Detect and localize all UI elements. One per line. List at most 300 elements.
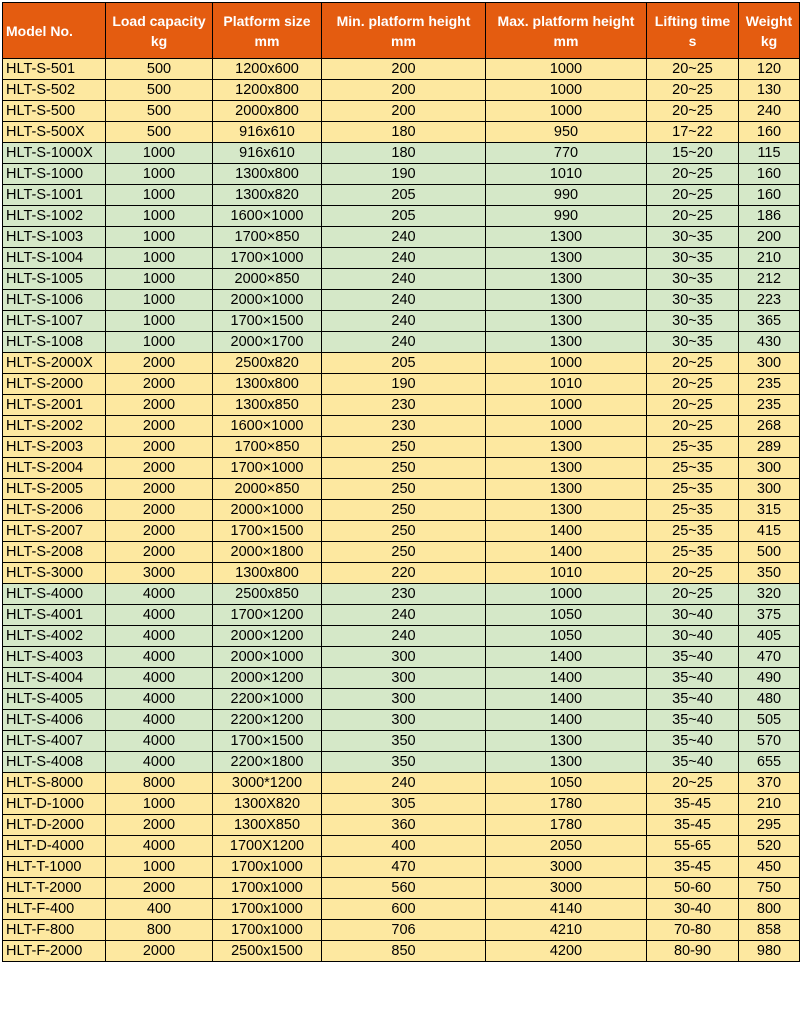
max-platform-height-cell: 990 — [486, 206, 647, 227]
weight-cell: 223 — [739, 290, 800, 311]
header-title: Max. platform height — [497, 12, 635, 29]
platform-size-cell: 2200×1800 — [213, 752, 322, 773]
weight-cell: 212 — [739, 269, 800, 290]
lifting-time-cell: 20~25 — [647, 59, 739, 80]
load-capacity-cell: 2000 — [106, 437, 213, 458]
model-no-cell: HLT-S-1000X — [3, 143, 106, 164]
table-row — [3, 185, 800, 206]
load-capacity-cell: 1000 — [106, 332, 213, 353]
min-platform-height-cell: 240 — [322, 248, 486, 269]
platform-size-cell: 1700×1000 — [213, 458, 322, 479]
min-platform-height-cell: 300 — [322, 647, 486, 668]
spec-table — [2, 2, 800, 962]
load-capacity-cell: 1000 — [106, 143, 213, 164]
load-capacity-cell: 3000 — [106, 563, 213, 584]
platform-size-cell: 1700×850 — [213, 227, 322, 248]
table-row — [3, 374, 800, 395]
model-no-cell: HLT-S-500 — [3, 101, 106, 122]
load-capacity-cell: 500 — [106, 122, 213, 143]
model-no-cell: HLT-S-2004 — [3, 458, 106, 479]
table-row — [3, 584, 800, 605]
load-capacity-cell: 2000 — [106, 458, 213, 479]
min-platform-height-cell: 230 — [322, 584, 486, 605]
load-capacity-cell: 2000 — [106, 815, 213, 836]
platform-size-cell: 2000x800 — [213, 101, 322, 122]
header-unit: mm — [391, 32, 416, 49]
platform-size-cell: 1700×1500 — [213, 311, 322, 332]
weight-cell: 375 — [739, 605, 800, 626]
table-row — [3, 500, 800, 521]
model-no-cell: HLT-D-4000 — [3, 836, 106, 857]
table-row — [3, 227, 800, 248]
max-platform-height-cell: 1400 — [486, 689, 647, 710]
model-no-cell: HLT-S-4007 — [3, 731, 106, 752]
table-row — [3, 122, 800, 143]
table-row — [3, 920, 800, 941]
table-row — [3, 206, 800, 227]
model-no-cell: HLT-S-2003 — [3, 437, 106, 458]
weight-cell: 210 — [739, 248, 800, 269]
weight-cell: 655 — [739, 752, 800, 773]
load-capacity-cell: 400 — [106, 899, 213, 920]
platform-size-cell: 1700X1200 — [213, 836, 322, 857]
min-platform-height-cell: 240 — [322, 290, 486, 311]
min-platform-height-cell: 240 — [322, 269, 486, 290]
min-platform-height-cell: 250 — [322, 458, 486, 479]
load-capacity-cell: 1000 — [106, 269, 213, 290]
lifting-time-cell: 20~25 — [647, 395, 739, 416]
max-platform-height-cell: 1400 — [486, 647, 647, 668]
weight-cell: 480 — [739, 689, 800, 710]
platform-size-cell: 1300x800 — [213, 563, 322, 584]
lifting-time-cell: 35~40 — [647, 752, 739, 773]
load-capacity-cell: 2000 — [106, 941, 213, 962]
weight-cell: 289 — [739, 437, 800, 458]
max-platform-height-cell: 990 — [486, 185, 647, 206]
table-row — [3, 248, 800, 269]
lifting-time-cell: 35~40 — [647, 710, 739, 731]
col-lifting-time-header — [647, 3, 739, 59]
min-platform-height-cell: 240 — [322, 332, 486, 353]
lifting-time-cell: 30~40 — [647, 626, 739, 647]
lifting-time-cell: 17~22 — [647, 122, 739, 143]
col-platform-size-header — [213, 3, 322, 59]
load-capacity-cell: 2000 — [106, 521, 213, 542]
lifting-time-cell: 15~20 — [647, 143, 739, 164]
max-platform-height-cell: 1780 — [486, 815, 647, 836]
lifting-time-cell: 25~35 — [647, 437, 739, 458]
table-row — [3, 605, 800, 626]
platform-size-cell: 1700×1500 — [213, 521, 322, 542]
table-row — [3, 836, 800, 857]
table-row — [3, 164, 800, 185]
min-platform-height-cell: 230 — [322, 416, 486, 437]
table-row — [3, 269, 800, 290]
load-capacity-cell: 2000 — [106, 878, 213, 899]
max-platform-height-cell: 2050 — [486, 836, 647, 857]
load-capacity-cell: 1000 — [106, 248, 213, 269]
max-platform-height-cell: 1050 — [486, 626, 647, 647]
lifting-time-cell: 35~40 — [647, 731, 739, 752]
min-platform-height-cell: 190 — [322, 164, 486, 185]
weight-cell: 235 — [739, 395, 800, 416]
load-capacity-cell: 1000 — [106, 164, 213, 185]
weight-cell: 315 — [739, 500, 800, 521]
platform-size-cell: 1700x1000 — [213, 857, 322, 878]
weight-cell: 300 — [739, 458, 800, 479]
weight-cell: 365 — [739, 311, 800, 332]
table-row — [3, 773, 800, 794]
platform-size-cell: 2000×1200 — [213, 668, 322, 689]
min-platform-height-cell: 360 — [322, 815, 486, 836]
header-unit: mm — [553, 32, 579, 49]
max-platform-height-cell: 1300 — [486, 311, 647, 332]
model-no-cell: HLT-S-4004 — [3, 668, 106, 689]
load-capacity-cell: 4000 — [106, 731, 213, 752]
model-no-cell: HLT-S-4005 — [3, 689, 106, 710]
lifting-time-cell: 35-45 — [647, 857, 739, 878]
model-no-cell: HLT-S-1007 — [3, 311, 106, 332]
table-row — [3, 101, 800, 122]
model-no-cell: HLT-S-2007 — [3, 521, 106, 542]
weight-cell: 430 — [739, 332, 800, 353]
load-capacity-cell: 2000 — [106, 374, 213, 395]
load-capacity-cell: 4000 — [106, 647, 213, 668]
table-row — [3, 332, 800, 353]
lifting-time-cell: 30~40 — [647, 605, 739, 626]
min-platform-height-cell: 250 — [322, 437, 486, 458]
weight-cell: 470 — [739, 647, 800, 668]
platform-size-cell: 2000×1000 — [213, 500, 322, 521]
model-no-cell: HLT-S-4002 — [3, 626, 106, 647]
max-platform-height-cell: 1000 — [486, 416, 647, 437]
table-row — [3, 794, 800, 815]
weight-cell: 120 — [739, 59, 800, 80]
lifting-time-cell: 20~25 — [647, 563, 739, 584]
lifting-time-cell: 25~35 — [647, 542, 739, 563]
max-platform-height-cell: 950 — [486, 122, 647, 143]
platform-size-cell: 2000×1800 — [213, 542, 322, 563]
model-no-cell: HLT-T-2000 — [3, 878, 106, 899]
header-title: Platform size — [223, 12, 311, 29]
lifting-time-cell: 35~40 — [647, 689, 739, 710]
platform-size-cell: 2200×1000 — [213, 689, 322, 710]
model-no-cell: HLT-D-2000 — [3, 815, 106, 836]
lifting-time-cell: 30~35 — [647, 227, 739, 248]
lifting-time-cell: 25~35 — [647, 500, 739, 521]
weight-cell: 350 — [739, 563, 800, 584]
platform-size-cell: 1600×1000 — [213, 416, 322, 437]
platform-size-cell: 1200x600 — [213, 59, 322, 80]
platform-size-cell: 1700×850 — [213, 437, 322, 458]
load-capacity-cell: 500 — [106, 80, 213, 101]
platform-size-cell: 916x610 — [213, 143, 322, 164]
min-platform-height-cell: 180 — [322, 122, 486, 143]
table-row — [3, 353, 800, 374]
max-platform-height-cell: 1400 — [486, 542, 647, 563]
header-title: Weight — [745, 12, 793, 29]
min-platform-height-cell: 200 — [322, 101, 486, 122]
weight-cell: 268 — [739, 416, 800, 437]
load-capacity-cell: 4000 — [106, 836, 213, 857]
table-row — [3, 290, 800, 311]
header-title: Lifting time — [654, 12, 731, 29]
platform-size-cell: 1300x800 — [213, 164, 322, 185]
col-min-platform-height-header — [322, 3, 486, 59]
model-no-cell: HLT-S-4000 — [3, 584, 106, 605]
weight-cell: 858 — [739, 920, 800, 941]
load-capacity-cell: 1000 — [106, 185, 213, 206]
platform-size-cell: 1700x1000 — [213, 899, 322, 920]
model-no-cell: HLT-S-1001 — [3, 185, 106, 206]
load-capacity-cell: 8000 — [106, 773, 213, 794]
max-platform-height-cell: 1300 — [486, 227, 647, 248]
model-no-cell: HLT-S-2000X — [3, 353, 106, 374]
platform-size-cell: 1300x800 — [213, 374, 322, 395]
min-platform-height-cell: 200 — [322, 80, 486, 101]
lifting-time-cell: 25~35 — [647, 521, 739, 542]
table-row — [3, 899, 800, 920]
weight-cell: 200 — [739, 227, 800, 248]
table-row — [3, 941, 800, 962]
weight-cell: 370 — [739, 773, 800, 794]
platform-size-cell: 2000×1000 — [213, 290, 322, 311]
load-capacity-cell: 1000 — [106, 857, 213, 878]
max-platform-height-cell: 1000 — [486, 353, 647, 374]
lifting-time-cell: 35-45 — [647, 794, 739, 815]
max-platform-height-cell: 4210 — [486, 920, 647, 941]
max-platform-height-cell: 1300 — [486, 731, 647, 752]
max-platform-height-cell: 3000 — [486, 878, 647, 899]
max-platform-height-cell: 1300 — [486, 332, 647, 353]
lifting-time-cell: 20~25 — [647, 206, 739, 227]
load-capacity-cell: 500 — [106, 101, 213, 122]
min-platform-height-cell: 240 — [322, 605, 486, 626]
max-platform-height-cell: 4200 — [486, 941, 647, 962]
table-row — [3, 626, 800, 647]
lifting-time-cell: 20~25 — [647, 80, 739, 101]
min-platform-height-cell: 305 — [322, 794, 486, 815]
max-platform-height-cell: 1300 — [486, 290, 647, 311]
lifting-time-cell: 20~25 — [647, 374, 739, 395]
table-row — [3, 815, 800, 836]
min-platform-height-cell: 300 — [322, 668, 486, 689]
max-platform-height-cell: 1300 — [486, 269, 647, 290]
max-platform-height-cell: 1300 — [486, 752, 647, 773]
platform-size-cell: 2200×1200 — [213, 710, 322, 731]
header-title: Model No. — [6, 22, 73, 39]
max-platform-height-cell: 1400 — [486, 710, 647, 731]
header-unit: s — [688, 32, 697, 49]
table-row — [3, 710, 800, 731]
min-platform-height-cell: 205 — [322, 185, 486, 206]
lifting-time-cell: 50-60 — [647, 878, 739, 899]
platform-size-cell: 2000×1000 — [213, 647, 322, 668]
load-capacity-cell: 2000 — [106, 416, 213, 437]
weight-cell: 300 — [739, 479, 800, 500]
table-row — [3, 647, 800, 668]
weight-cell: 240 — [739, 101, 800, 122]
table-row — [3, 143, 800, 164]
model-no-cell: HLT-S-1004 — [3, 248, 106, 269]
load-capacity-cell: 800 — [106, 920, 213, 941]
table-row — [3, 731, 800, 752]
model-no-cell: HLT-D-1000 — [3, 794, 106, 815]
max-platform-height-cell: 3000 — [486, 857, 647, 878]
min-platform-height-cell: 180 — [322, 143, 486, 164]
platform-size-cell: 916x610 — [213, 122, 322, 143]
model-no-cell: HLT-S-8000 — [3, 773, 106, 794]
load-capacity-cell: 2000 — [106, 500, 213, 521]
max-platform-height-cell: 1300 — [486, 500, 647, 521]
platform-size-cell: 1300x850 — [213, 395, 322, 416]
lifting-time-cell: 30~35 — [647, 311, 739, 332]
load-capacity-cell: 2000 — [106, 479, 213, 500]
platform-size-cell: 2500x820 — [213, 353, 322, 374]
lifting-time-cell: 30~35 — [647, 269, 739, 290]
platform-size-cell: 3000*1200 — [213, 773, 322, 794]
weight-cell: 295 — [739, 815, 800, 836]
load-capacity-cell: 1000 — [106, 794, 213, 815]
header-title: Min. platform height — [336, 12, 471, 29]
max-platform-height-cell: 1300 — [486, 437, 647, 458]
weight-cell: 186 — [739, 206, 800, 227]
header-unit: kg — [760, 32, 778, 49]
model-no-cell: HLT-S-2006 — [3, 500, 106, 521]
weight-cell: 570 — [739, 731, 800, 752]
model-no-cell: HLT-S-2000 — [3, 374, 106, 395]
platform-size-cell: 2000×850 — [213, 479, 322, 500]
weight-cell: 750 — [739, 878, 800, 899]
weight-cell: 800 — [739, 899, 800, 920]
weight-cell: 160 — [739, 185, 800, 206]
model-no-cell: HLT-S-1006 — [3, 290, 106, 311]
table-row — [3, 542, 800, 563]
min-platform-height-cell: 200 — [322, 59, 486, 80]
lifting-time-cell: 20~25 — [647, 773, 739, 794]
load-capacity-cell: 4000 — [106, 626, 213, 647]
min-platform-height-cell: 350 — [322, 731, 486, 752]
max-platform-height-cell: 1000 — [486, 101, 647, 122]
min-platform-height-cell: 240 — [322, 227, 486, 248]
load-capacity-cell: 1000 — [106, 290, 213, 311]
weight-cell: 210 — [739, 794, 800, 815]
platform-size-cell: 2000×1700 — [213, 332, 322, 353]
model-no-cell: HLT-S-2008 — [3, 542, 106, 563]
platform-size-cell: 1300x820 — [213, 185, 322, 206]
platform-size-cell: 1300X820 — [213, 794, 322, 815]
platform-size-cell: 1700×1200 — [213, 605, 322, 626]
min-platform-height-cell: 250 — [322, 479, 486, 500]
load-capacity-cell: 1000 — [106, 227, 213, 248]
weight-cell: 490 — [739, 668, 800, 689]
max-platform-height-cell: 4140 — [486, 899, 647, 920]
weight-cell: 505 — [739, 710, 800, 731]
table-row — [3, 59, 800, 80]
min-platform-height-cell: 600 — [322, 899, 486, 920]
min-platform-height-cell: 205 — [322, 206, 486, 227]
weight-cell: 415 — [739, 521, 800, 542]
weight-cell: 405 — [739, 626, 800, 647]
max-platform-height-cell: 1000 — [486, 59, 647, 80]
model-no-cell: HLT-S-501 — [3, 59, 106, 80]
model-no-cell: HLT-S-4006 — [3, 710, 106, 731]
lifting-time-cell: 35~40 — [647, 668, 739, 689]
min-platform-height-cell: 250 — [322, 521, 486, 542]
platform-size-cell: 1200x800 — [213, 80, 322, 101]
model-no-cell: HLT-S-2001 — [3, 395, 106, 416]
load-capacity-cell: 4000 — [106, 689, 213, 710]
table-body — [3, 59, 800, 962]
lifting-time-cell: 20~25 — [647, 353, 739, 374]
model-no-cell: HLT-F-800 — [3, 920, 106, 941]
table-row — [3, 395, 800, 416]
weight-cell: 450 — [739, 857, 800, 878]
min-platform-height-cell: 240 — [322, 311, 486, 332]
table-row — [3, 416, 800, 437]
lifting-time-cell: 25~35 — [647, 458, 739, 479]
platform-size-cell: 1700x1000 — [213, 920, 322, 941]
platform-size-cell: 2000×1200 — [213, 626, 322, 647]
weight-cell: 130 — [739, 80, 800, 101]
max-platform-height-cell: 1400 — [486, 668, 647, 689]
max-platform-height-cell: 1400 — [486, 521, 647, 542]
min-platform-height-cell: 350 — [322, 752, 486, 773]
load-capacity-cell: 500 — [106, 59, 213, 80]
model-no-cell: HLT-S-1000 — [3, 164, 106, 185]
platform-size-cell: 2500x850 — [213, 584, 322, 605]
platform-size-cell: 2500x1500 — [213, 941, 322, 962]
max-platform-height-cell: 1010 — [486, 374, 647, 395]
load-capacity-cell: 4000 — [106, 605, 213, 626]
platform-size-cell: 1700x1000 — [213, 878, 322, 899]
lifting-time-cell: 30~35 — [647, 332, 739, 353]
lifting-time-cell: 70-80 — [647, 920, 739, 941]
max-platform-height-cell: 1300 — [486, 458, 647, 479]
model-no-cell: HLT-T-1000 — [3, 857, 106, 878]
min-platform-height-cell: 240 — [322, 626, 486, 647]
model-no-cell: HLT-S-1008 — [3, 332, 106, 353]
max-platform-height-cell: 1050 — [486, 773, 647, 794]
header-unit: mm — [254, 32, 280, 49]
model-no-cell: HLT-S-2005 — [3, 479, 106, 500]
table-row — [3, 311, 800, 332]
load-capacity-cell: 2000 — [106, 395, 213, 416]
model-no-cell: HLT-S-502 — [3, 80, 106, 101]
lifting-time-cell: 30~35 — [647, 248, 739, 269]
min-platform-height-cell: 250 — [322, 542, 486, 563]
load-capacity-cell: 4000 — [106, 710, 213, 731]
min-platform-height-cell: 220 — [322, 563, 486, 584]
col-load-capacity-header — [106, 3, 213, 59]
model-no-cell: HLT-F-400 — [3, 899, 106, 920]
model-no-cell: HLT-S-4003 — [3, 647, 106, 668]
table-row — [3, 668, 800, 689]
load-capacity-cell: 1000 — [106, 206, 213, 227]
table-row — [3, 563, 800, 584]
min-platform-height-cell: 560 — [322, 878, 486, 899]
col-weight-header — [739, 3, 800, 59]
weight-cell: 115 — [739, 143, 800, 164]
lifting-time-cell: 20~25 — [647, 101, 739, 122]
model-no-cell: HLT-S-2002 — [3, 416, 106, 437]
col-model-no-header — [3, 3, 106, 59]
min-platform-height-cell: 190 — [322, 374, 486, 395]
model-no-cell: HLT-S-500X — [3, 122, 106, 143]
platform-size-cell: 2000×850 — [213, 269, 322, 290]
lifting-time-cell: 30-40 — [647, 899, 739, 920]
weight-cell: 160 — [739, 122, 800, 143]
